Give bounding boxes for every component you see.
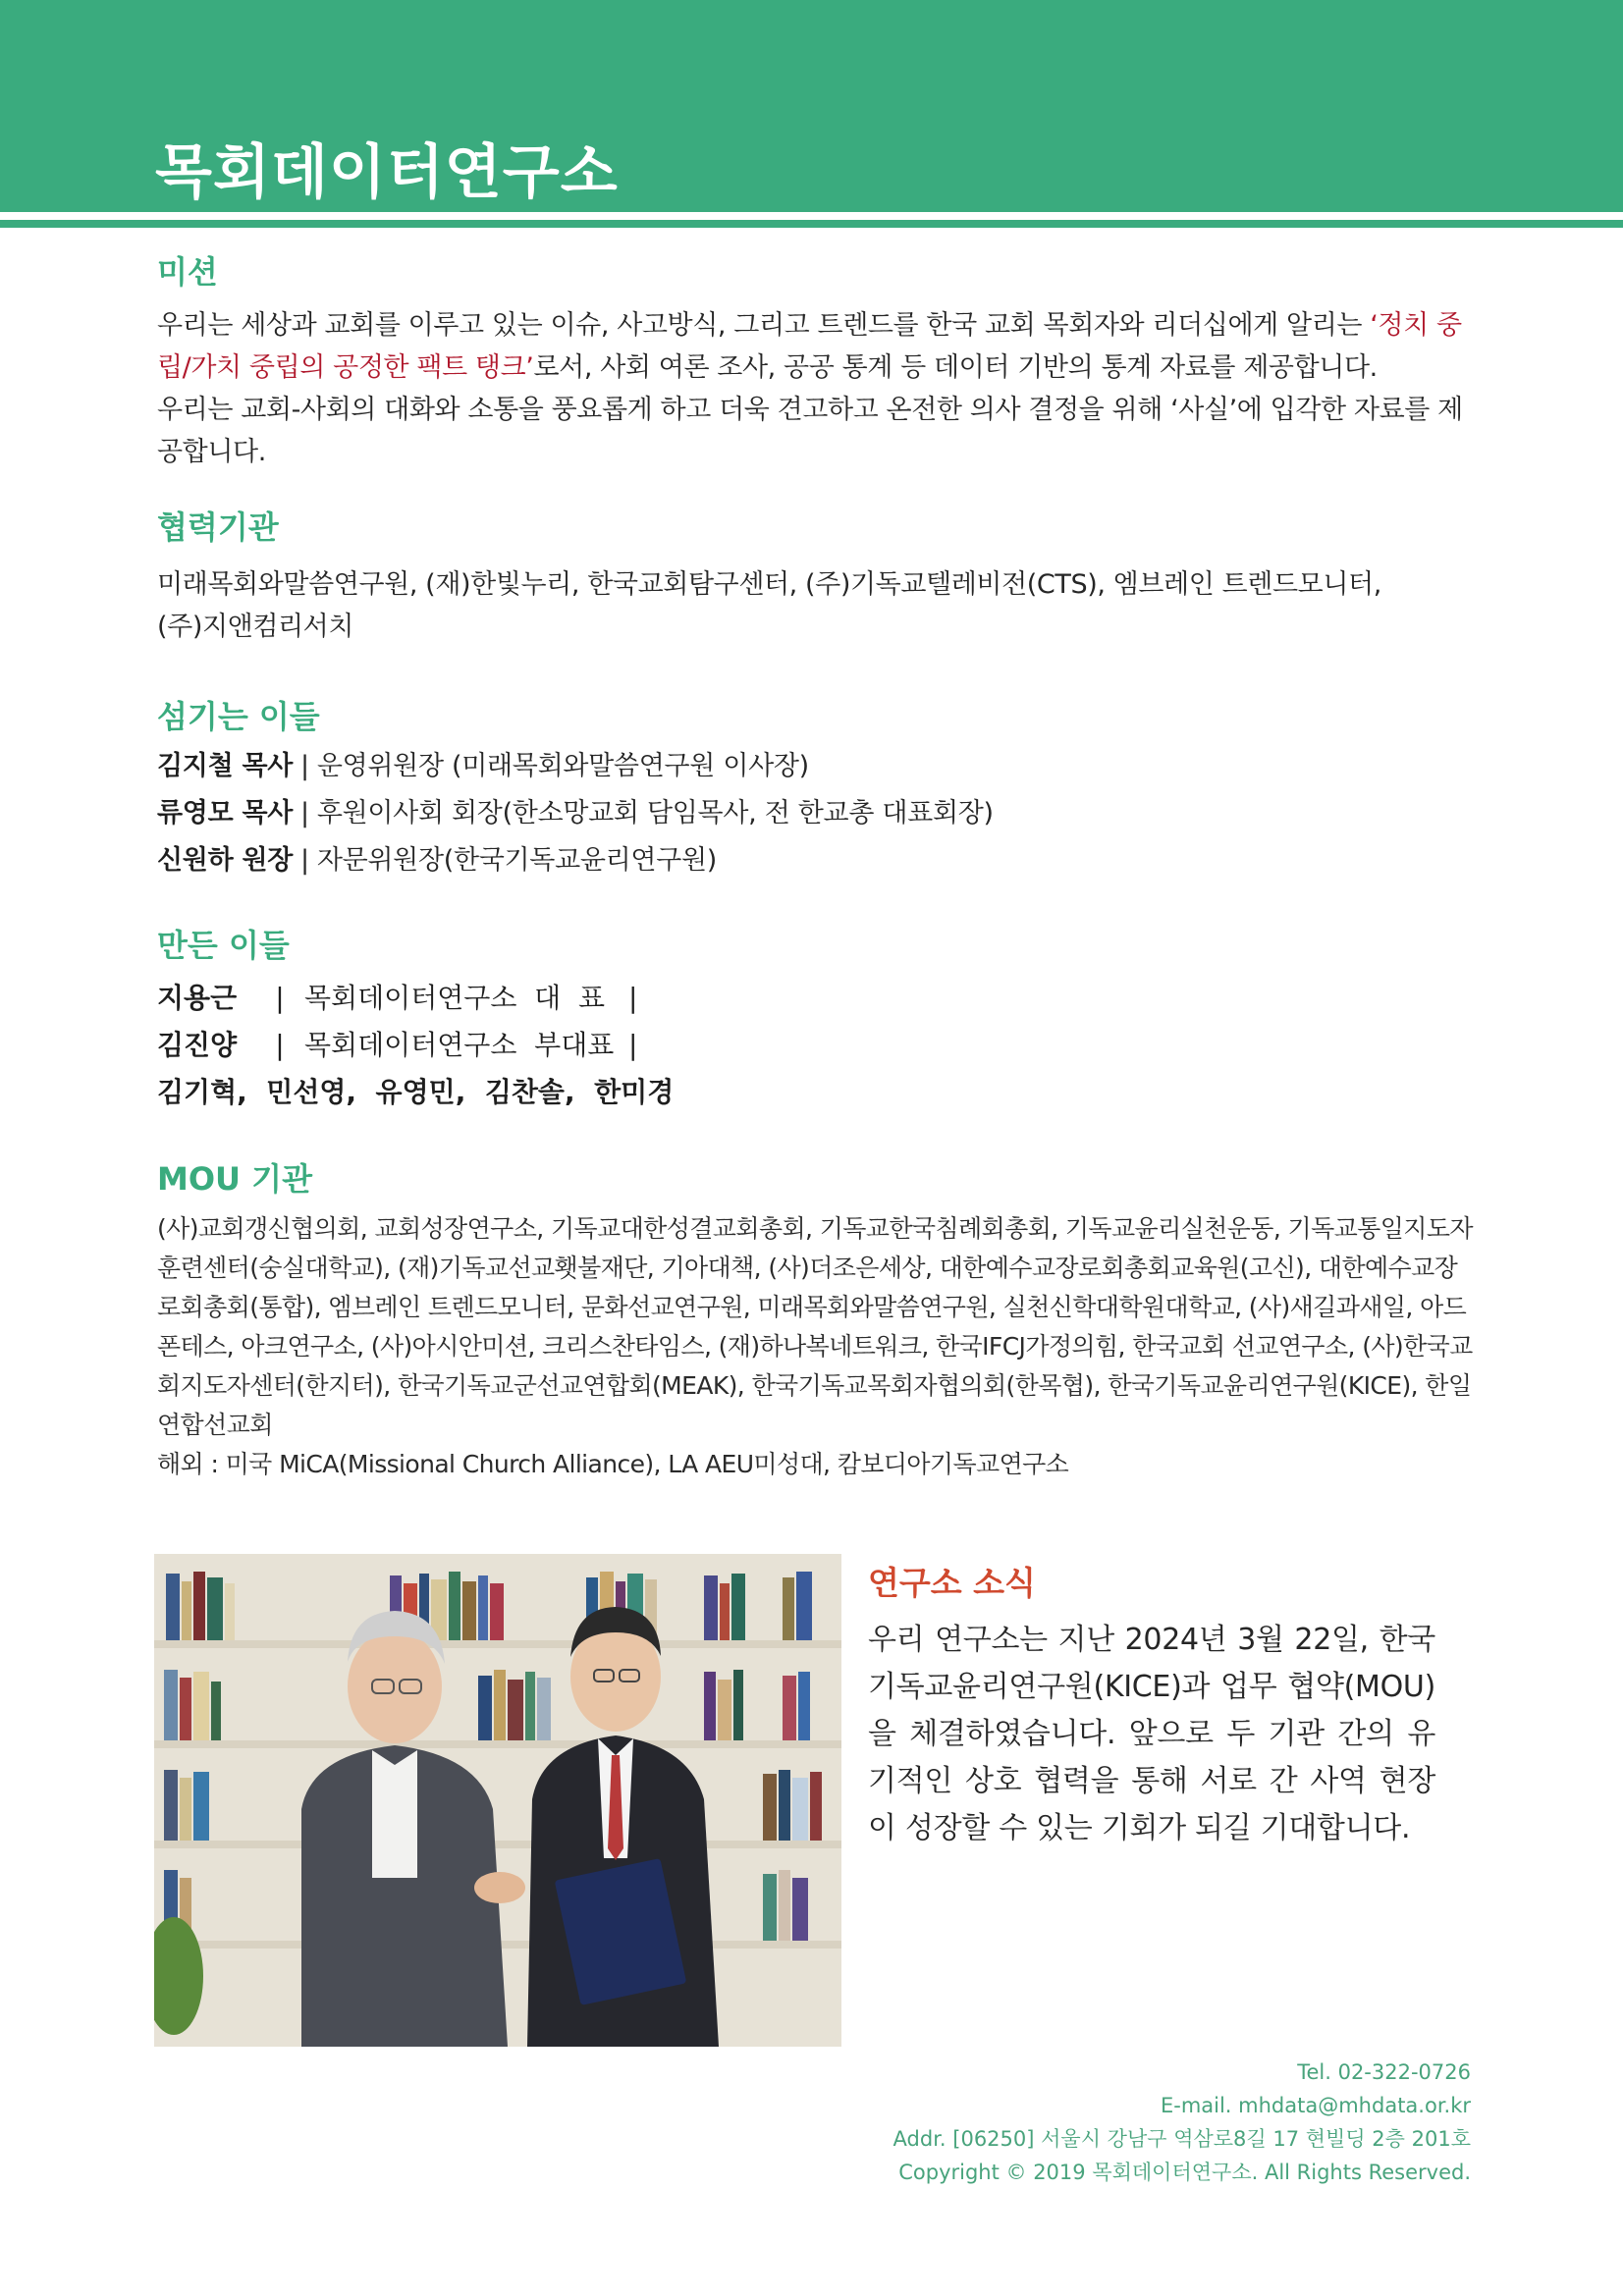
servant-line — [157, 747, 809, 786]
servant-line — [157, 794, 994, 833]
mission-text-after: 로서, 사회 여론 조사, 공공 통계 등 데이터 기반의 통계 자료를 제공합니다. — [533, 352, 1378, 383]
servant-separator: | — [300, 845, 309, 876]
mission-text-before: 우리는 세상과 교회를 이루고 있는 이슈, 사고방식, 그리고 트렌드를 한국 교회 목회자와 리더십에게 알리는 — [157, 310, 1371, 341]
partners-text: 미래목회와말씀연구원, (재)한빛누리, 한국교회탐구센터, (주)기독교텔레비전(CTS), 엠브레인 트렌드모니터, (주)지앤컴리서치 — [157, 569, 1381, 642]
page-title: 목회데이터연구소 — [155, 138, 619, 207]
servant-role: 운영위원장 (미래목회와말씀연구원 이사장) — [316, 751, 809, 781]
servants-heading: 섬기는 이들 — [157, 698, 320, 735]
footer-address: Addr. [06250] 서울시 강남구 역삼로8길 17 현빌딩 2층 201호 — [893, 2127, 1471, 2151]
footer-copyright: Copyright © 2019 목회데이터연구소. All Rights Reserved. — [898, 2161, 1471, 2184]
maker-line — [157, 1026, 637, 1065]
photo-illustration — [154, 1554, 841, 2047]
news-text: 우리 연구소는 지난 2024년 3월 22일, 한국기독교윤리연구원(KICE)과 업무 협약(MOU)을 체결하였습니다. 앞으로 두 기관 간의 유기적인 상호 협력을 통해 서로 간 사역 현장이 성장할 수 있는 기회가 되길 기대합니다. — [868, 1623, 1435, 1845]
mission-paragraph-2: 우리는 교회-사회의 대화와 소통을 풍요롭게 하고 더욱 견고하고 온전한 의사 결정을 위해 ‘사실’에 입각한 자료를 제공합니다. — [157, 395, 1463, 467]
mission-highlight: ‘정치 중립/가치 중립의 공정한 팩트 탱크’ — [157, 310, 1462, 383]
footer-email: E-mail. mhdata@mhdata.or.kr — [1160, 2094, 1471, 2117]
partners-heading: 협력기관 — [157, 508, 279, 546]
maker-name: 김진양 — [157, 1029, 238, 1061]
servant-separator: | — [300, 751, 309, 781]
footer-contact — [893, 2056, 1471, 2189]
maker-staff: 김기혁, 민선영, 유영민, 김찬솔, 한미경 — [157, 1076, 675, 1108]
maker-separator: | — [275, 1029, 285, 1061]
header-band — [0, 0, 1623, 212]
maker-separator: | — [275, 982, 285, 1014]
maker-role: 목회데이터연구소 대 표 — [304, 982, 606, 1014]
servant-separator: | — [300, 798, 309, 828]
mou-list: (사)교회갱신협의회, 교회성장연구소, 기독교대한성결교회총회, 기독교한국침례회총회, 기독교윤리실천운동, 기독교통일지도자훈련센터(숭실대학교), (재)기독교선교횃불재단, 기아대책, (사)더조은세상, 대한예수교장로회총회교육원(고신), 대한예수교장로회총회(통합), 엠브레인 트렌드모니터, 문화선교연구원, 미래목회와말씀연구원, 실천신학대학원대학교, (사)새길과새일, 아드폰테스, 아크연구소, (사)아시안미션, 크리스찬타임스, (재)하나복네트워크, 한국IFCJ가정의힘, 한국교회 선교연구소, (사)한국교회지도자센터(한지터), 한국기독교군선교연합회(MEAK), 한국기독교목회자협의회(한목협), 한국기독교윤리연구원(KICE), 한일연합선교회 — [157, 1214, 1473, 1439]
news-heading: 연구소 소식 — [868, 1564, 1036, 1602]
maker-end-separator: | — [628, 1029, 638, 1061]
mission-paragraph-1 — [157, 304, 1473, 389]
mission-heading: 미션 — [157, 253, 218, 291]
maker-end-separator: | — [628, 982, 638, 1014]
servant-role: 자문위원장(한국기독교윤리연구원) — [316, 845, 718, 876]
maker-line — [157, 979, 637, 1018]
maker-role: 목회데이터연구소 부대표 — [304, 1029, 615, 1061]
servant-name: 신원하 원장 — [157, 845, 294, 876]
mou-signing-photo — [154, 1554, 841, 2047]
servant-line — [157, 841, 717, 881]
makers-heading: 만든 이들 — [157, 927, 290, 964]
header-divider — [0, 220, 1623, 228]
mou-overseas: 해외 : 미국 MiCA(Missional Church Alliance), LA AEU미성대, 캄보디아기독교연구소 — [157, 1450, 1069, 1478]
servant-role: 후원이사회 회장(한소망교회 담임목사, 전 한교총 대표회장) — [316, 798, 994, 828]
footer-tel: Tel. 02-322-0726 — [1297, 2060, 1471, 2084]
servant-name: 류영모 목사 — [157, 798, 294, 828]
servant-name: 김지철 목사 — [157, 751, 294, 781]
maker-name: 지용근 — [157, 982, 238, 1014]
mou-heading: MOU 기관 — [157, 1160, 312, 1198]
